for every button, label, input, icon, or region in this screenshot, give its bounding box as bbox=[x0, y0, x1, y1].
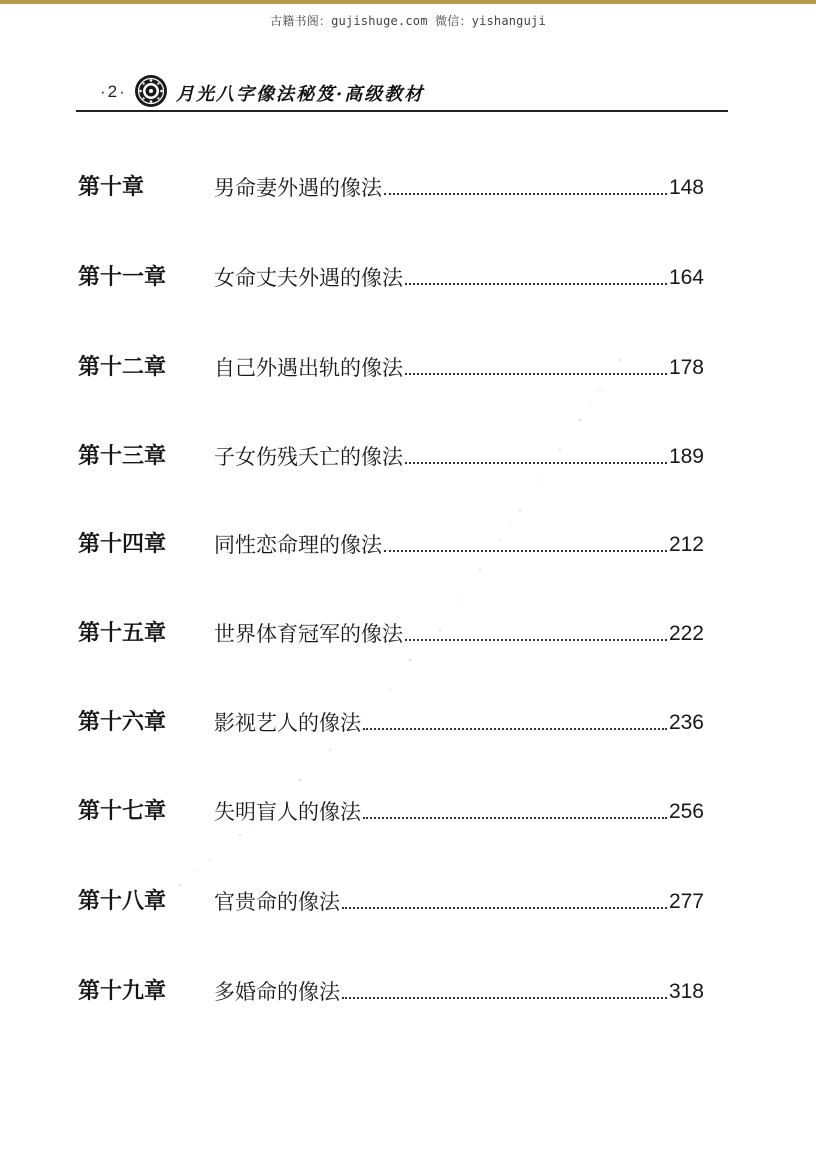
toc-entry[interactable] bbox=[78, 439, 704, 471]
page-reference: 277 bbox=[668, 890, 704, 913]
chapter-label: 第十二章 bbox=[78, 355, 167, 380]
chapter-title: 自己外遇出轨的像法 bbox=[214, 356, 403, 380]
dot-leader bbox=[342, 997, 667, 999]
page-reference: 164 bbox=[668, 266, 704, 289]
toc-entry[interactable] bbox=[78, 705, 704, 737]
dot-leader bbox=[363, 817, 667, 819]
chapter-title: 子女伤残夭亡的像法 bbox=[214, 445, 403, 469]
dot-leader bbox=[363, 728, 667, 730]
dot-leader bbox=[384, 550, 667, 552]
page-reference: 222 bbox=[668, 622, 704, 645]
toc-entry[interactable] bbox=[78, 616, 704, 648]
page-reference: 256 bbox=[668, 800, 704, 823]
toc-entry[interactable] bbox=[78, 350, 704, 382]
chapter-label: 第十八章 bbox=[78, 889, 167, 914]
book-title: 月光八字像法秘笈·高级教材 bbox=[176, 84, 425, 105]
chapter-label: 第十一章 bbox=[78, 265, 167, 290]
chapter-label: 第十章 bbox=[78, 175, 145, 200]
chapter-label: 第十七章 bbox=[78, 799, 167, 824]
page-reference: 178 bbox=[668, 356, 704, 379]
dot-leader bbox=[405, 462, 667, 464]
page-reference: 236 bbox=[668, 711, 704, 734]
toc-entry[interactable] bbox=[78, 884, 704, 916]
chapter-label: 第十四章 bbox=[78, 532, 167, 557]
chapter-label: 第十五章 bbox=[78, 621, 167, 646]
top-border bbox=[0, 0, 816, 4]
chapter-label: 第十六章 bbox=[78, 710, 167, 735]
dot-leader bbox=[405, 283, 667, 285]
dot-leader bbox=[342, 907, 667, 909]
dot-leader bbox=[405, 639, 667, 641]
dot-leader bbox=[405, 373, 667, 375]
chapter-title: 影视艺人的像法 bbox=[214, 711, 361, 735]
site-watermark: 古籍书阁：gujishuge.com 微信：yishanguji bbox=[270, 14, 546, 28]
page-reference: 148 bbox=[668, 176, 704, 199]
toc-entry[interactable] bbox=[78, 974, 704, 1006]
page-reference: 212 bbox=[668, 533, 704, 556]
chapter-title: 多婚命的像法 bbox=[214, 980, 340, 1004]
chapter-title: 男命妻外遇的像法 bbox=[214, 176, 382, 200]
chapter-title: 失明盲人的像法 bbox=[214, 800, 361, 824]
chapter-label: 第十九章 bbox=[78, 979, 167, 1004]
page-header bbox=[76, 72, 728, 112]
toc-entry[interactable] bbox=[78, 527, 704, 559]
chapter-title: 女命丈夫外遇的像法 bbox=[214, 266, 403, 290]
page-reference: 189 bbox=[668, 445, 704, 468]
toc-entry[interactable] bbox=[78, 794, 704, 826]
emblem-icon bbox=[134, 74, 168, 108]
page-reference: 318 bbox=[668, 980, 704, 1003]
toc-entry[interactable] bbox=[78, 170, 704, 202]
dot-leader bbox=[384, 193, 667, 195]
chapter-title: 同性恋命理的像法 bbox=[214, 533, 382, 557]
chapter-label: 第十三章 bbox=[78, 444, 167, 469]
page-number: · 2 · bbox=[98, 82, 127, 102]
header-rule bbox=[76, 110, 728, 112]
chapter-title: 官贵命的像法 bbox=[214, 890, 340, 914]
toc-entry[interactable] bbox=[78, 260, 704, 292]
chapter-title: 世界体育冠军的像法 bbox=[214, 622, 403, 646]
